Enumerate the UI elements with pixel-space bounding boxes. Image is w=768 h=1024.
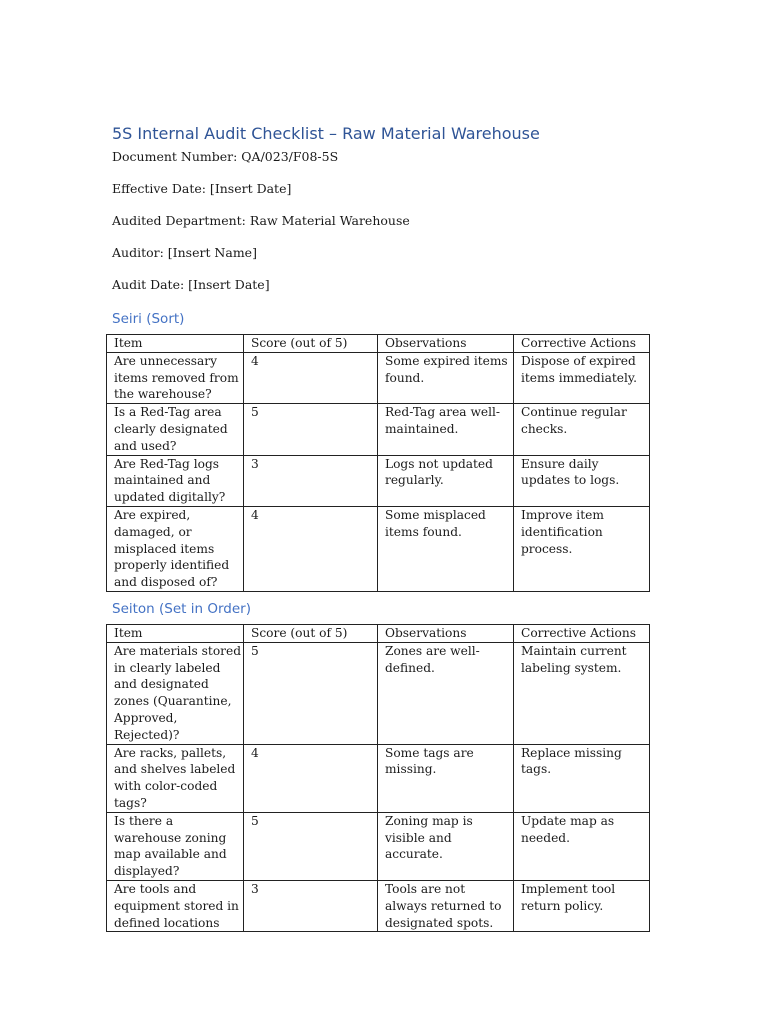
cell-observations: Some expired items found. bbox=[378, 352, 514, 403]
effective-date: Effective Date: [Insert Date] bbox=[112, 181, 292, 196]
table-row bbox=[107, 812, 650, 880]
cell-item: Are Red-Tag logs maintained and updated digitally? bbox=[107, 455, 244, 506]
cell-corrective-actions: Ensure daily updates to logs. bbox=[514, 455, 650, 506]
cell-observations: Zoning map is visible and accurate. bbox=[378, 812, 514, 880]
cell-item: Are racks, pallets, and shelves labeled with color-coded tags? bbox=[107, 744, 244, 812]
table-row bbox=[107, 506, 650, 591]
audit-date: Audit Date: [Insert Date] bbox=[112, 277, 270, 292]
cell-score: 5 bbox=[244, 404, 378, 455]
document-title: 5S Internal Audit Checklist – Raw Material Warehouse bbox=[112, 124, 540, 143]
cell-item: Is a Red-Tag area clearly designated and used? bbox=[107, 404, 244, 455]
cell-observations: Red-Tag area well-maintained. bbox=[378, 404, 514, 455]
header-corrective-actions: Corrective Actions bbox=[514, 625, 650, 643]
cell-score: 5 bbox=[244, 812, 378, 880]
cell-observations: Some tags are missing. bbox=[378, 744, 514, 812]
cell-item: Is there a warehouse zoning map available and displayed? bbox=[107, 812, 244, 880]
header-observations: Observations bbox=[378, 625, 514, 643]
cell-corrective-actions: Continue regular checks. bbox=[514, 404, 650, 455]
table-row bbox=[107, 352, 650, 403]
cell-item: Are materials stored in clearly labeled and designated zones (Quarantine, Approved, Rejected)? bbox=[107, 642, 244, 744]
header-corrective-actions: Corrective Actions bbox=[514, 335, 650, 353]
section-heading-seiton: Seiton (Set in Order) bbox=[112, 601, 251, 617]
table-row bbox=[107, 880, 650, 931]
document-number: Document Number: QA/023/F08-5S bbox=[112, 149, 339, 164]
cell-observations: Zones are well-defined. bbox=[378, 642, 514, 744]
seiton-table bbox=[106, 624, 650, 932]
header-item: Item bbox=[107, 335, 244, 353]
cell-observations: Logs not updated regularly. bbox=[378, 455, 514, 506]
cell-score: 4 bbox=[244, 744, 378, 812]
cell-score: 5 bbox=[244, 642, 378, 744]
cell-corrective-actions: Update map as needed. bbox=[514, 812, 650, 880]
table-row bbox=[107, 642, 650, 744]
cell-score: 3 bbox=[244, 880, 378, 931]
header-item: Item bbox=[107, 625, 244, 643]
audited-department: Audited Department: Raw Material Warehouse bbox=[112, 213, 410, 228]
header-score: Score (out of 5) bbox=[244, 335, 378, 353]
header-observations: Observations bbox=[378, 335, 514, 353]
cell-score: 4 bbox=[244, 506, 378, 591]
cell-item: Are unnecessary items removed from the warehouse? bbox=[107, 352, 244, 403]
cell-corrective-actions: Replace missing tags. bbox=[514, 744, 650, 812]
cell-corrective-actions: Implement tool return policy. bbox=[514, 880, 650, 931]
cell-corrective-actions: Dispose of expired items immediately. bbox=[514, 352, 650, 403]
cell-corrective-actions: Improve item identification process. bbox=[514, 506, 650, 591]
cell-corrective-actions: Maintain current labeling system. bbox=[514, 642, 650, 744]
auditor: Auditor: [Insert Name] bbox=[112, 245, 257, 260]
cell-item: Are expired, damaged, or misplaced items properly identified and disposed of? bbox=[107, 506, 244, 591]
table-header-row bbox=[107, 625, 650, 643]
table-header-row bbox=[107, 335, 650, 353]
table-row bbox=[107, 455, 650, 506]
table-row bbox=[107, 404, 650, 455]
cell-item: Are tools and equipment stored in defined locations bbox=[107, 880, 244, 931]
header-score: Score (out of 5) bbox=[244, 625, 378, 643]
cell-observations: Tools are not always returned to designated spots. bbox=[378, 880, 514, 931]
seiri-table bbox=[106, 334, 650, 592]
cell-score: 4 bbox=[244, 352, 378, 403]
section-heading-seiri: Seiri (Sort) bbox=[112, 311, 185, 327]
cell-observations: Some misplaced items found. bbox=[378, 506, 514, 591]
table-row bbox=[107, 744, 650, 812]
cell-score: 3 bbox=[244, 455, 378, 506]
